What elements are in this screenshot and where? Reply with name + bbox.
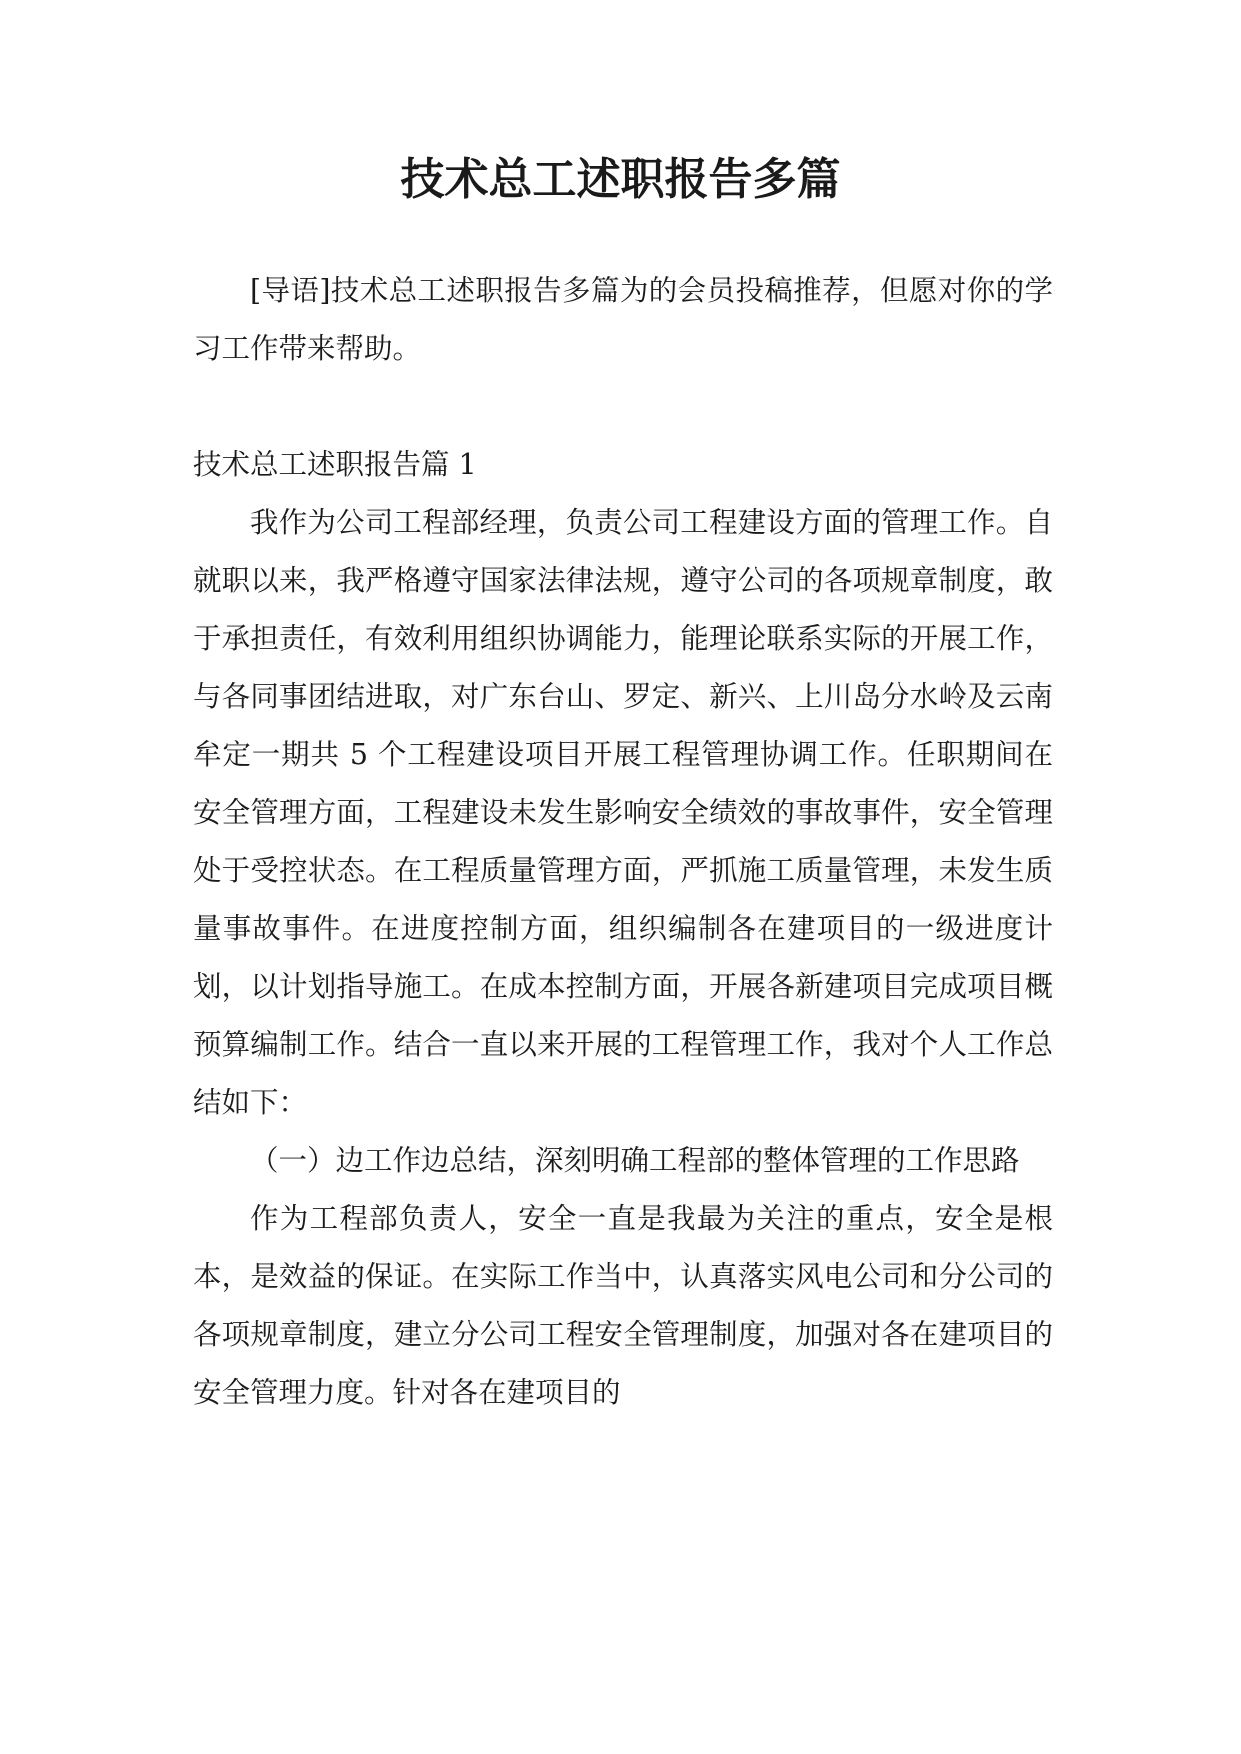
document-body: [193, 262, 1053, 1422]
section-heading: 技术总工述职报告篇 1: [193, 448, 477, 481]
intro-paragraph: [导语]技术总工述职报告多篇为的会员投稿推荐，但愿对你的学习工作带来帮助。: [193, 274, 1053, 365]
subsection-heading: （一）边工作边总结，深刻明确工程部的整体管理的工作思路: [250, 1144, 1020, 1177]
document-title: 技术总工述职报告多篇: [400, 154, 841, 205]
body-paragraph: 作为工程部负责人，安全一直是我最为关注的重点，安全是根本，是效益的保证。在实际工作当中，认真落实风电公司和分公司的各项规章制度，建立分公司工程安全管理制度，加强对各在建项目的安全管理力度。针对各在建项目的: [193, 1202, 1053, 1409]
body-paragraph: 我作为公司工程部经理，负责公司工程建设方面的管理工作。自就职以来，我严格遵守国家法律法规，遵守公司的各项规章制度，敢于承担责任，有效利用组织协调能力，能理论联系实际的开展工作，与各同事团结进取，对广东台山、罗定、新兴、上川岛分水岭及云南牟定一期共 5 个工程建设项目开展工程管理协调工作。任职期间在安全管理方面，工程建设未发生影响安全绩效的事故事件，安全管理处于受控状态。在工程质量管理方面，严抓施工质量管理，未发生质量事故事件。在进度控制方面，组织编制各在建项目的一级进度计划，以计划指导施工。在成本控制方面，开展各新建项目完成项目概预算编制工作。结合一直以来开展的工程管理工作，我对个人工作总结如下：: [193, 506, 1053, 1119]
